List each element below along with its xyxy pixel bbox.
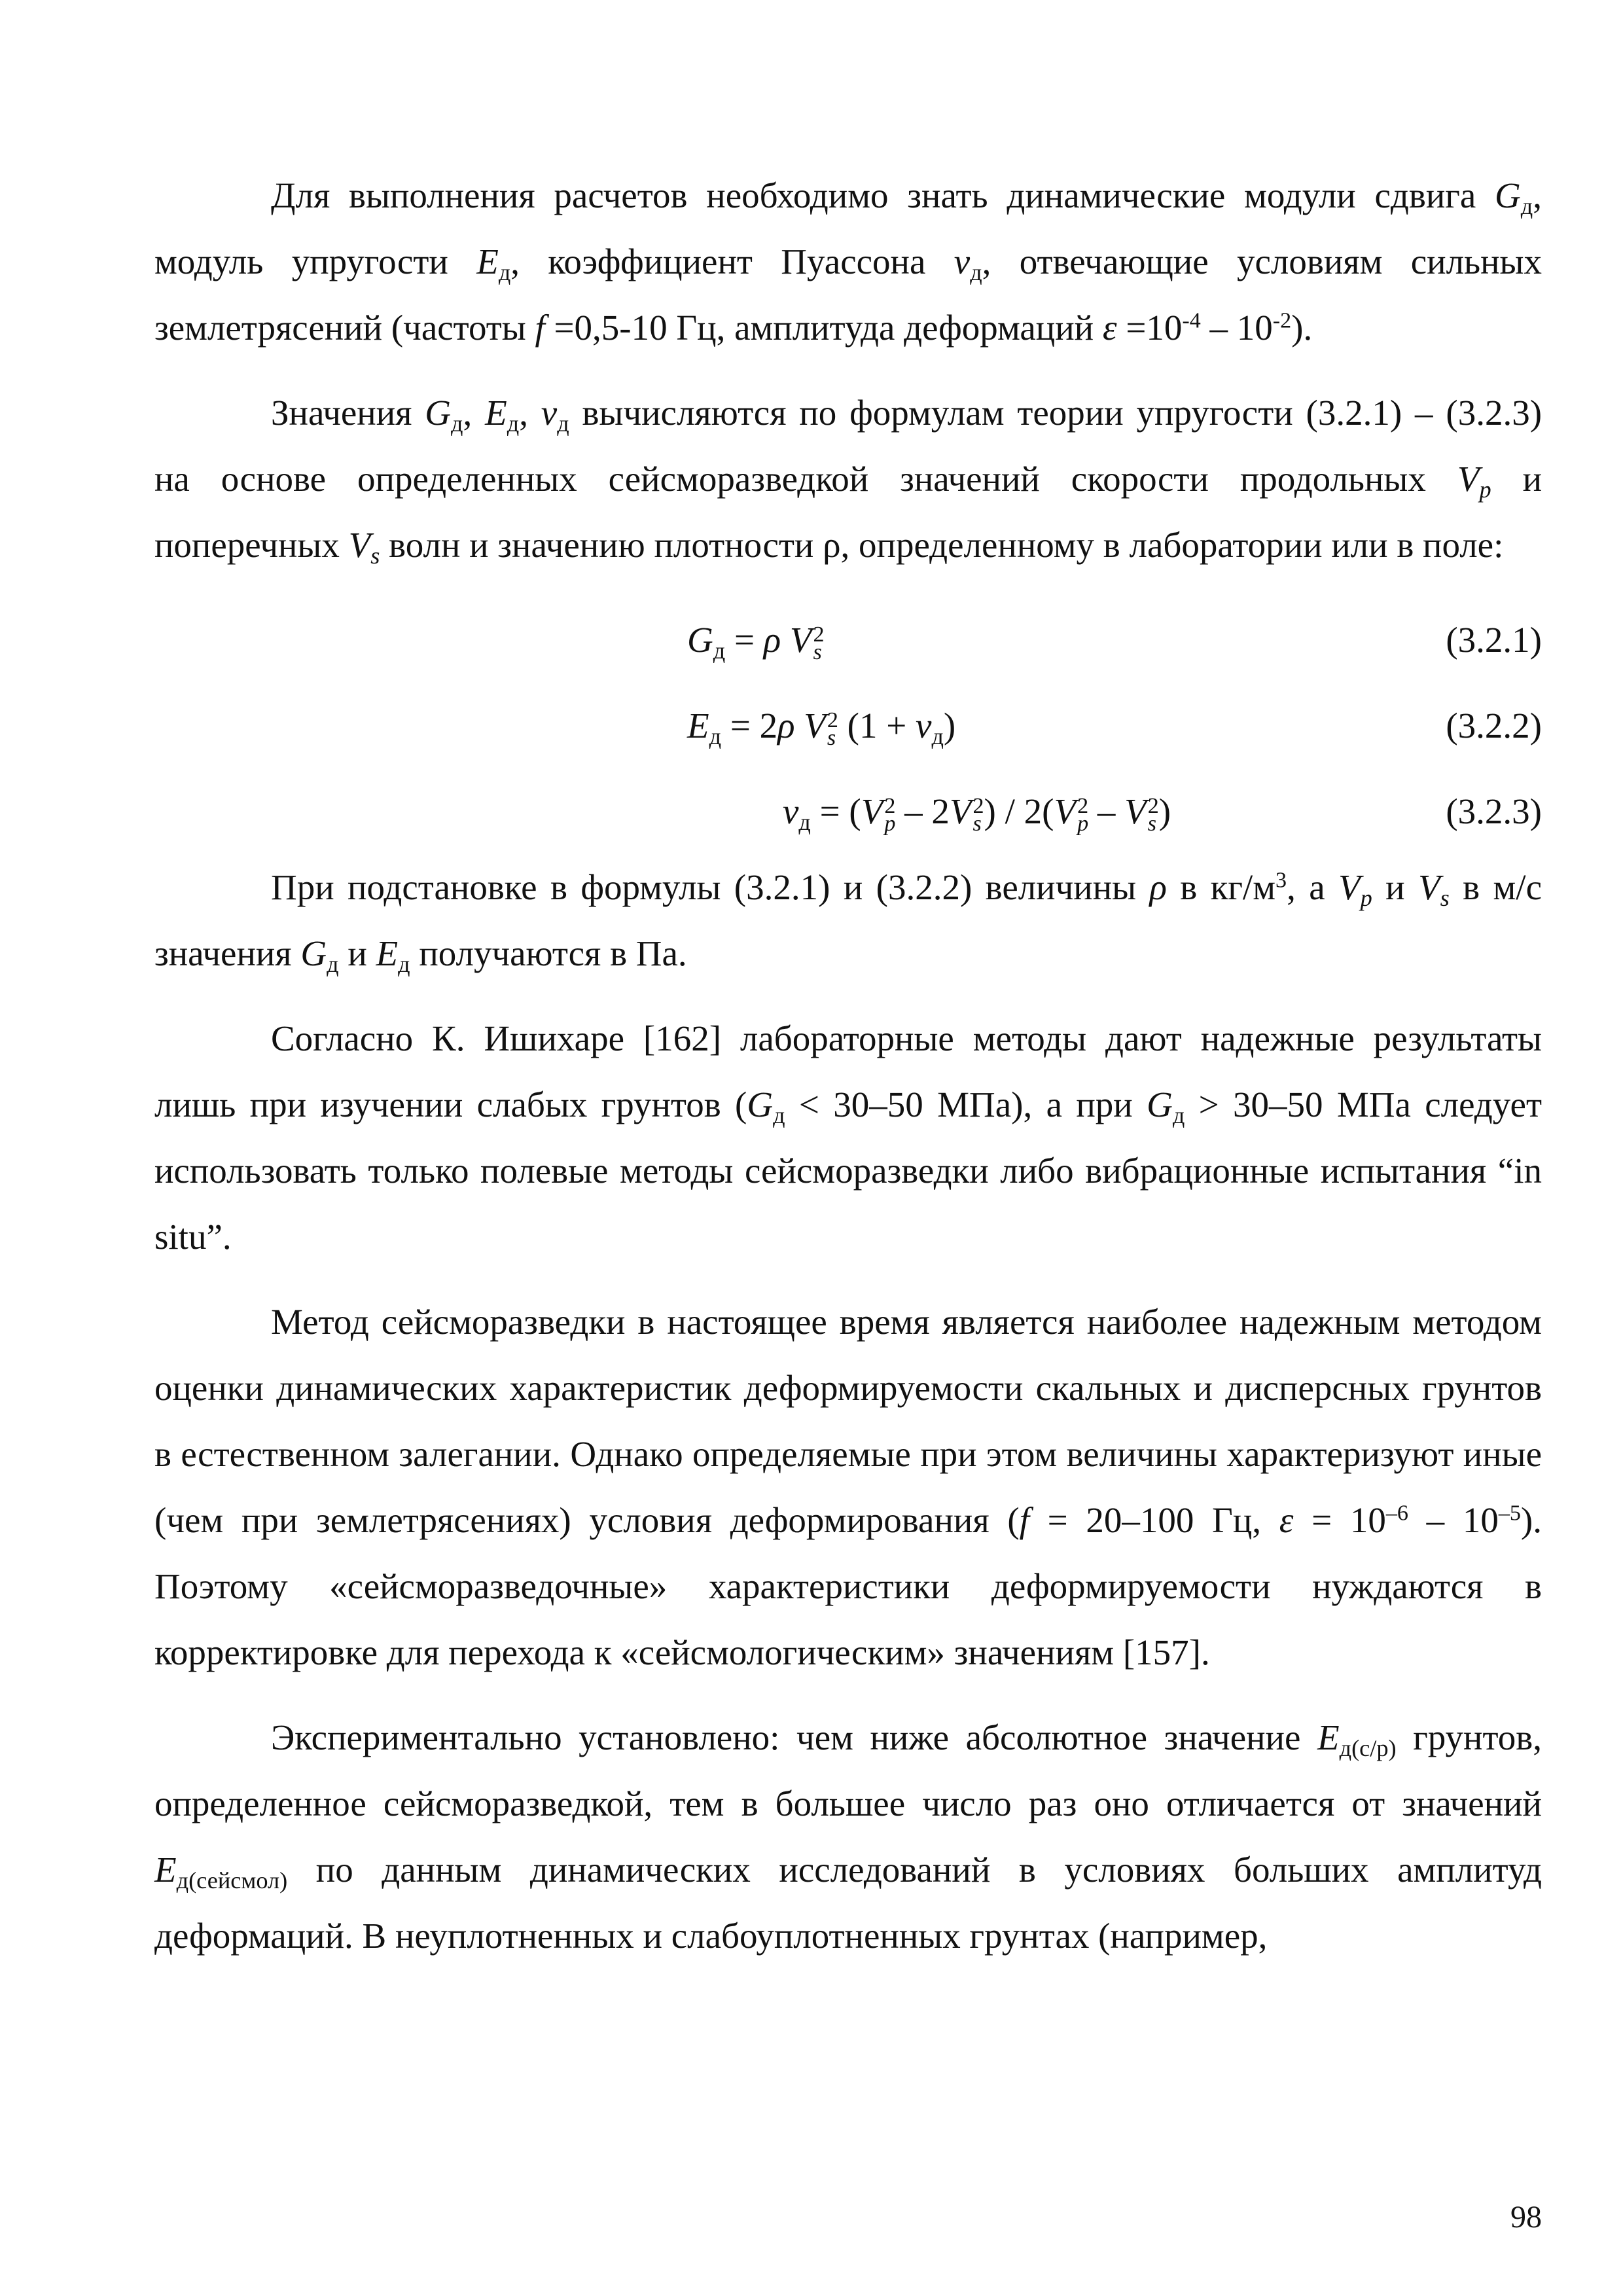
- formula-expression: $G_д = \rho$ V 2 s: [687, 620, 825, 664]
- paragraph-1: Для выполнения расчетов необходимо знать динамические модули сдвига $G_д$, модуль упругости $E_д$, коэффициент Пуассона $\nu_д$, отвечающие условиям сильных землетрясений (частоты f =0,5-10 Гц, амплитуда деформаций $\varepsilon =10^{-4} - 10^{-2}$).: [154, 175, 1543, 348]
- paragraph-2: Значения $G_д$, $E_д$, $\nu_д$ вычисляются по формулам теории упругости (3.2.1) – (3.2.3) на основе определенных сейсморазведкой значений скорости продольных $V_p$ и поперечных $V_s$ волн и значению плотности ρ, определенному в лаборатории или в поле:: [154, 393, 1543, 569]
- formula-3-2-2: [154, 683, 1542, 768]
- formula-3-2-1: [154, 597, 1542, 683]
- equation-number: (3.2.3): [1446, 791, 1542, 831]
- formula-expression: $E_д = 2\rho$ V 2 s $(1 + \nu_д)$: [687, 706, 956, 750]
- paragraph-5: Метод сейсморазведки в настоящее время является наиболее надежным методом оценки динамических характеристик деформируемости скальных и дисперсных грунтов в естественном залегании. Однако определяемые при этом величины характеризуют иные (чем при землетрясениях) условия деформирования (f = 20–100 Гц, $\varepsilon = 10^{-6} - 10^{-5}$). Поэтому «сейсморазведочные» характеристики деформируемости нуждаются в корректировке для перехода к «сейсмологическим» значениям [157].: [154, 1302, 1542, 1672]
- formula-expression: $\nu_д = (V$ 2 p – 2V 2 s ) / 2(V 2 p – V 2 s ): [783, 791, 1171, 836]
- page-number: 98: [1510, 2200, 1542, 2234]
- paragraph-4: Согласно К. Ишихаре [162] лабораторные методы дают надежные результаты лишь при изучении слабых грунтов ($G_д < 30-50$ МПа), а при $G_д > 30-50$ МПа следует использовать только полевые методы сейсморазведки либо вибрационные испытания “in situ”.: [154, 1018, 1542, 1257]
- paragraph-3: При подстановке в формулы (3.2.1) и (3.2.2) величины ρ в $кг/м^3$, а $V_p$ и $V_s$ в м/с значения $G_д$ и $E_д$ получаются в Па.: [154, 867, 1542, 978]
- formula-3-2-3: [154, 768, 1542, 854]
- paragraph-6: Экспериментально установлено: чем ниже абсолютное значение $E_{д(с/р)}$ грунтов, определенное сейсморазведкой, тем в большее число раз оно отличается от значений $E_{д(сейсмол)}$ по данным динамических исследований в условиях больших амплитуд деформаций. В неуплотненных и слабоуплотненных грунтах (например,: [154, 1717, 1542, 1956]
- document-page: [154, 162, 1542, 1988]
- equation-number: (3.2.2): [1446, 706, 1542, 745]
- equation-number: (3.2.1): [1446, 620, 1542, 660]
